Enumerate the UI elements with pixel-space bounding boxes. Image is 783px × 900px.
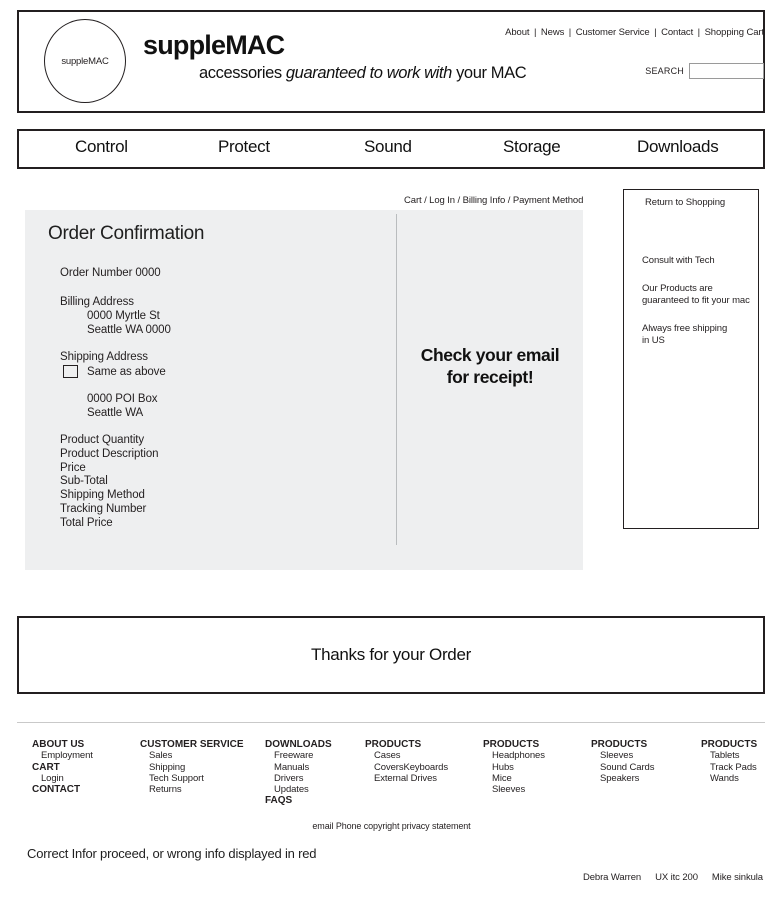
- brand-tagline: [199, 64, 526, 83]
- sidebar-note-consult: [642, 255, 715, 267]
- credit-entry: Debra Warren: [582, 872, 642, 883]
- nav-item-storage[interactable]: Storage: [503, 137, 561, 156]
- sidebar-note-guarantee-line2: guaranteed to fit your mac: [642, 295, 750, 306]
- footer-heading: PRODUCTS: [591, 739, 648, 750]
- footer-link[interactable]: Updates: [274, 784, 309, 796]
- footer-link[interactable]: Sleeves: [600, 750, 634, 762]
- breadcrumb: Cart / Log In / Billing Info / Payment Method: [404, 195, 584, 206]
- footer-column: [265, 739, 332, 807]
- shipping-address-line2: Seattle WA: [87, 407, 144, 419]
- primary-nav: [17, 129, 765, 169]
- top-nav-separator: |: [566, 27, 574, 38]
- tagline-suffix: your MAC: [451, 64, 527, 82]
- billing-address-heading: Billing Address: [60, 296, 134, 308]
- search-area: [645, 63, 764, 79]
- designer-note: Correct Infor proceed, or wrong info displayed in red: [27, 846, 317, 861]
- order-summary-row: Price: [60, 461, 86, 474]
- credit-entry: UX itc 200: [655, 872, 698, 883]
- footer-link[interactable]: Headphones: [492, 750, 545, 762]
- search-input[interactable]: [689, 63, 764, 79]
- nav-item-protect[interactable]: Protect: [218, 137, 270, 156]
- footer-link[interactable]: External Drives: [374, 772, 437, 784]
- order-summary-row: Product Quantity: [60, 434, 145, 446]
- footer-heading: DOWNLOADS: [265, 739, 332, 750]
- tagline-emphasis: guaranteed to work with: [285, 64, 452, 82]
- sidebar-note-shipping: [642, 323, 727, 347]
- sidebar-note-guarantee: [642, 283, 750, 307]
- return-to-shopping-link[interactable]: Return to Shopping: [645, 197, 726, 208]
- top-nav-separator: |: [531, 27, 539, 38]
- email-receipt-callout: [397, 344, 583, 388]
- footer-heading: CART: [32, 761, 60, 773]
- email-callout-line1: Check your email: [420, 345, 560, 365]
- site-header: [17, 10, 765, 113]
- order-summary-row: Total Price: [60, 516, 113, 529]
- page-title: Order Confirmation: [48, 223, 205, 244]
- email-callout-line2: for receipt!: [446, 367, 534, 387]
- footer-column: [32, 739, 93, 795]
- footer-link[interactable]: Drivers: [274, 772, 304, 784]
- search-label: SEARCH: [645, 66, 684, 76]
- nav-item-downloads[interactable]: Downloads: [637, 137, 719, 156]
- footer-heading: PRODUCTS: [365, 739, 422, 750]
- footer-column: [140, 739, 244, 795]
- footer-heading: FAQS: [265, 795, 293, 807]
- same-as-above-label: Same as above: [87, 365, 166, 378]
- footer-link[interactable]: Sales: [149, 750, 173, 762]
- logo-circle-label: suppleMAC: [61, 55, 109, 67]
- footer-link[interactable]: Sleeves: [492, 784, 526, 796]
- top-nav-item-news[interactable]: News: [540, 27, 565, 38]
- sidebar-panel: [623, 189, 759, 529]
- footer-link[interactable]: Sound Cards: [600, 761, 655, 773]
- thanks-box: [17, 616, 765, 694]
- footer-link[interactable]: Returns: [149, 784, 182, 796]
- order-summary-row: Sub-Total: [60, 475, 108, 488]
- footer-link[interactable]: Wands: [710, 772, 739, 784]
- footer-link[interactable]: Tech Support: [149, 772, 204, 784]
- footer-column: [591, 739, 654, 784]
- credits-line: [583, 872, 763, 883]
- order-summary-list: [60, 434, 158, 531]
- sidebar-note-guarantee-line1: Our Products are: [642, 283, 713, 294]
- footer-column: [483, 739, 545, 795]
- top-nav-item-contact[interactable]: Contact: [661, 27, 694, 38]
- footer-link[interactable]: Manuals: [274, 761, 310, 773]
- footer-link[interactable]: Tablets: [710, 750, 740, 762]
- billing-address-line2: Seattle WA 0000: [87, 324, 171, 336]
- same-as-above-checkbox[interactable]: [63, 365, 78, 378]
- logo-circle[interactable]: [44, 19, 126, 103]
- footer-link[interactable]: Mice: [492, 772, 512, 784]
- order-summary-row: Shipping Method: [60, 489, 145, 502]
- footer-link[interactable]: CoversKeyboards: [374, 761, 449, 773]
- footer-link[interactable]: Hubs: [492, 761, 514, 773]
- sidebar-note-consult-line1: Consult with Tech: [642, 255, 715, 266]
- footer-heading: PRODUCTS: [483, 739, 540, 750]
- top-utility-nav: [505, 27, 764, 38]
- shipping-address-lines: [87, 392, 157, 420]
- tagline-prefix: accessories: [199, 64, 286, 82]
- top-nav-separator: |: [695, 27, 703, 38]
- top-nav-item-shopping-cart[interactable]: Shopping Cart: [704, 27, 764, 38]
- billing-address-line1: 0000 Myrtle St: [87, 310, 160, 322]
- order-summary-row: Tracking Number: [60, 502, 147, 515]
- nav-item-control[interactable]: Control: [75, 137, 128, 156]
- shipping-address-line1: 0000 POI Box: [87, 393, 158, 405]
- footer-link[interactable]: Track Pads: [710, 761, 757, 773]
- sidebar-note-shipping-line1: Always free shipping: [642, 323, 728, 334]
- order-summary-row: Product Description: [60, 447, 159, 460]
- thanks-message: Thanks for your Order: [311, 645, 471, 664]
- same-as-above-row[interactable]: [63, 365, 166, 378]
- footer-heading: CUSTOMER SERVICE: [140, 739, 244, 750]
- footer-legal-line: email Phone copyright privacy statement: [312, 821, 471, 831]
- billing-address-block: [60, 295, 171, 337]
- top-nav-item-customer-service[interactable]: Customer Service: [575, 27, 650, 38]
- order-number: Order Number 0000: [60, 267, 161, 279]
- sidebar-note-shipping-line2: in US: [642, 335, 665, 346]
- top-nav-item-about[interactable]: About: [505, 27, 530, 38]
- credit-entry: Mike sinkula: [711, 872, 763, 883]
- footer-link[interactable]: Cases: [374, 750, 401, 762]
- footer-heading: CONTACT: [32, 784, 81, 796]
- brand-name: suppleMAC: [143, 30, 285, 60]
- footer-divider: [17, 722, 765, 723]
- footer-link[interactable]: Shipping: [149, 761, 186, 773]
- footer-heading: PRODUCTS: [701, 739, 758, 750]
- footer-link[interactable]: Speakers: [600, 772, 640, 784]
- footer-column: [701, 739, 757, 784]
- footer-column: [365, 739, 448, 784]
- top-nav-separator: |: [651, 27, 660, 38]
- nav-item-sound[interactable]: Sound: [364, 137, 412, 156]
- shipping-address-heading: Shipping Address: [60, 351, 148, 363]
- footer-link[interactable]: Freeware: [274, 750, 314, 762]
- footer-link[interactable]: Employment: [41, 750, 93, 762]
- footer-link[interactable]: Login: [41, 772, 64, 784]
- footer-heading: ABOUT US: [32, 739, 85, 750]
